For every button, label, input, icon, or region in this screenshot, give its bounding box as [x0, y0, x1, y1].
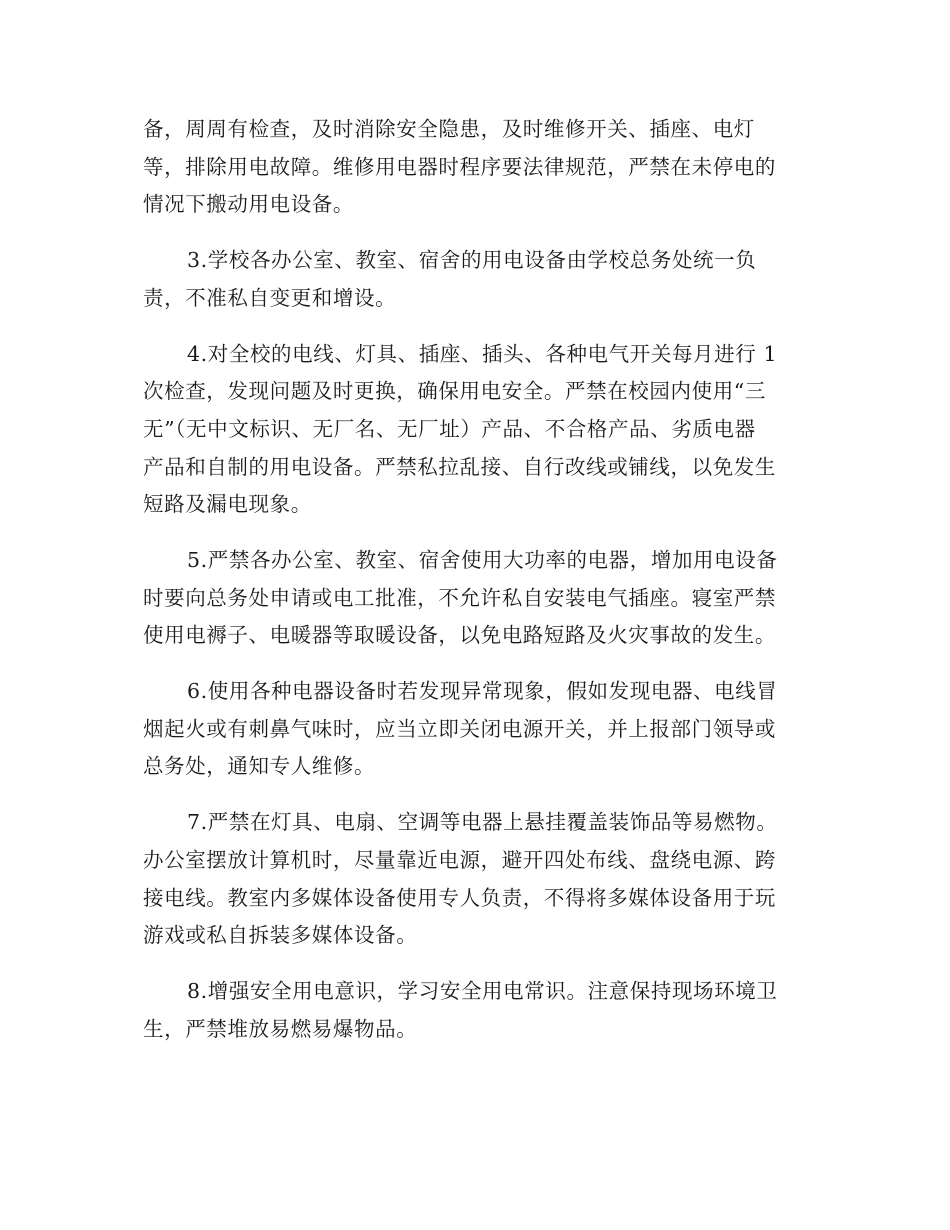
text-line: 无”（无中文标识、无厂名、无厂址）产品、不合格产品、劣质电器: [143, 416, 756, 441]
paragraph-item-5: [143, 542, 799, 655]
text-line: 等，排除用电故障。维修用电器时程序要法律规范，严禁在未停电的: [143, 154, 776, 179]
document-body: [143, 111, 799, 1067]
paragraph-continued: [143, 111, 799, 224]
paragraph-item-6: [143, 673, 799, 786]
text-line: 8.增强安全用电意识，学习安全用电常识。注意保持现场环境卫: [187, 979, 778, 1004]
paragraph-item-8: [143, 973, 799, 1048]
text-line: 责，不准私自变更和增设。: [143, 285, 397, 310]
text-line: 6.使用各种电器设备时若发现异常现象，假如发现电器、电线冒: [187, 679, 778, 704]
text-line: 情况下搬动用电设备。: [143, 192, 354, 217]
text-line: 烟起火或有刺鼻气味时，应当立即关闭电源开关，并上报部门领导或: [143, 716, 776, 741]
text-line: 次检查，发现问题及时更换，确保用电安全。严禁在校园内使用“三: [143, 379, 766, 404]
text-line: 7.严禁在灯具、电扇、空调等电器上悬挂覆盖装饰品等易燃物。: [187, 810, 778, 835]
text-line: 产品和自制的用电设备。严禁私拉乱接、自行改线或铺线，以免发生: [143, 454, 776, 479]
text-line: 5.严禁各办公室、教室、宿舍使用大功率的电器，增加用电设备: [187, 548, 778, 573]
text-line: 短路及漏电现象。: [143, 492, 312, 517]
paragraph-item-4: [143, 336, 799, 524]
text-line: 接电线。教室内多媒体设备使用专人负责，不得将多媒体设备用于玩: [143, 885, 776, 910]
text-line: 3.学校各办公室、教室、宿舍的用电设备由学校总务处统一负: [187, 248, 757, 273]
text-line: 生，严禁堆放易燃易爆物品。: [143, 1016, 418, 1041]
text-line: 游戏或私自拆装多媒体设备。: [143, 923, 418, 948]
text-line: 4.对全校的电线、灯具、插座、插头、各种电气开关每月进行 1: [187, 341, 778, 366]
text-line: 办公室摆放计算机时，尽量靠近电源，避开四处布线、盘绕电源、跨: [143, 848, 776, 873]
paragraph-item-7: [143, 804, 799, 954]
paragraph-item-3: [143, 242, 799, 317]
text-line: 备，周周有检查，及时消除安全隐患，及时维修开关、插座、电灯: [143, 117, 755, 141]
text-line: 使用电褥子、电暖器等取暖设备，以免电路短路及火灾事故的发生。: [143, 623, 776, 648]
text-line: 时要向总务处申请或电工批准，不允许私自安装电气插座。寝室严禁: [143, 585, 776, 610]
text-line: 总务处，通知专人维修。: [143, 754, 376, 779]
